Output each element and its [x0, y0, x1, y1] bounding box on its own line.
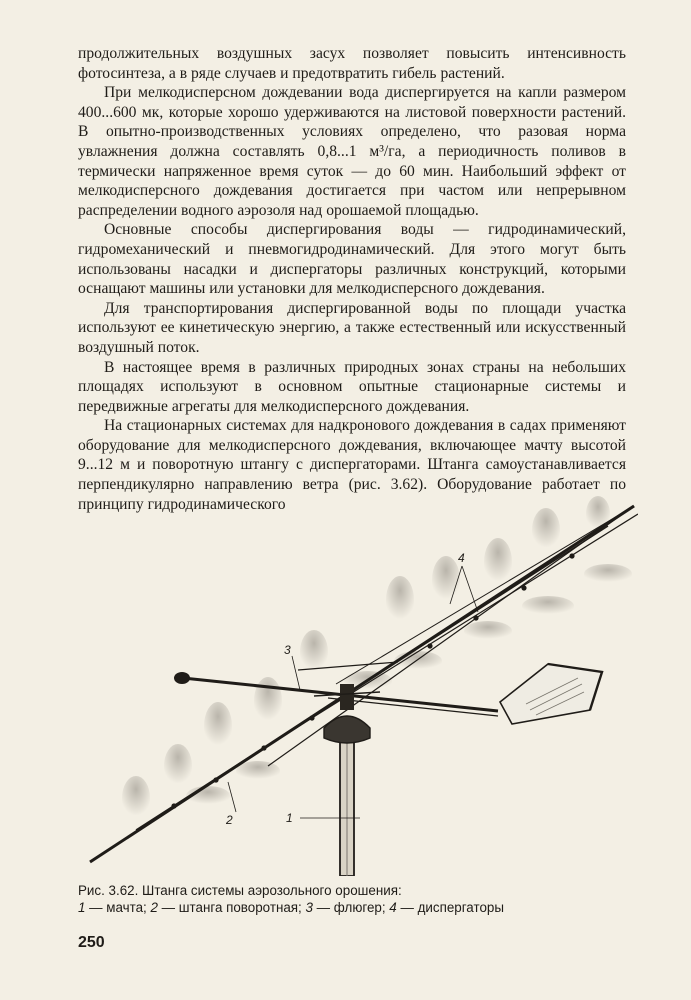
spray-plumes — [122, 496, 632, 820]
legend-text: — мачта; — [85, 900, 151, 915]
paragraph-6: На стационарных системах для надкронового дождевания в садах применяют оборудование для мелкодисперсного дождевания, включающее мачту высотой 9...12 м и поворотную штангу с диспергаторами. Штанга самоустанавливается перпендикулярно направлению ветра (рис. 3.62). Оборудование работает по принципу гидродинамического — [78, 417, 626, 513]
legend-text: — флюгер; — [312, 900, 390, 915]
mast — [298, 662, 398, 876]
label-mast: 1 — [286, 811, 293, 825]
caption-title: Рис. 3.62. Штанга системы аэрозольного орошения: — [78, 883, 402, 898]
legend-num: 1 — [78, 900, 86, 915]
legend-text: — штанга поворотная; — [157, 900, 306, 915]
paragraph-3: Основные способы диспергирования воды — гидродинамический, гидромеханический и пневмогидродинамический. Для этого могут быть использованы насадки и диспергаторы различных конструкций, которыми оснащают машины или установки для мелкодисперсного дождевания. — [78, 221, 626, 298]
page-number: 250 — [78, 934, 105, 951]
label-dispersers: 4 — [458, 551, 465, 565]
legend-num: 3 — [305, 900, 313, 915]
figure-caption — [78, 882, 626, 916]
counterweight — [174, 672, 190, 684]
label-boom: 2 — [226, 813, 233, 827]
wind-vane — [500, 664, 602, 724]
figure-3-62 — [78, 496, 638, 876]
body-text — [78, 44, 626, 514]
paragraph-5: В настоящее время в различных природных зонах страны на небольших площадях используют в основном опытные стационарные системы и передвижные агрегаты для мелкодисперсного дождевания. — [78, 358, 626, 415]
paragraph-2: При мелкодисперсном дождевании вода диспергируется на капли размером 400...600 мк, которые хорошо удерживаются на листовой поверхности растений. В опытно-производственных условиях определено, что разовая норма увлажнения должна составлять 0,8...1 м³/га, а периодичность поливов в термически напряженное время суток — до 60 мин. Наибольший эффект от мелкодисперсного дождевания достигается при частом или непрерывном распределении водного аэрозоля над орошаемой площадью. — [78, 84, 626, 219]
boom-illustration — [78, 496, 638, 876]
paragraph-1: продолжительных воздушных засух позволяет повысить интенсивность фотосинтеза, а в ряде случаев и предотвратить гибель растений. — [78, 45, 626, 82]
caption-legend — [78, 899, 626, 916]
paragraph-4: Для транспортирования диспергированной воды по площади участка используют ее кинетическую энергию, а также естественный или искусственный воздушный поток. — [78, 299, 626, 356]
legend-text: — диспергаторы — [396, 900, 504, 915]
legend-num: 4 — [389, 900, 397, 915]
legend-num: 2 — [150, 900, 158, 915]
label-vane: 3 — [284, 643, 291, 657]
